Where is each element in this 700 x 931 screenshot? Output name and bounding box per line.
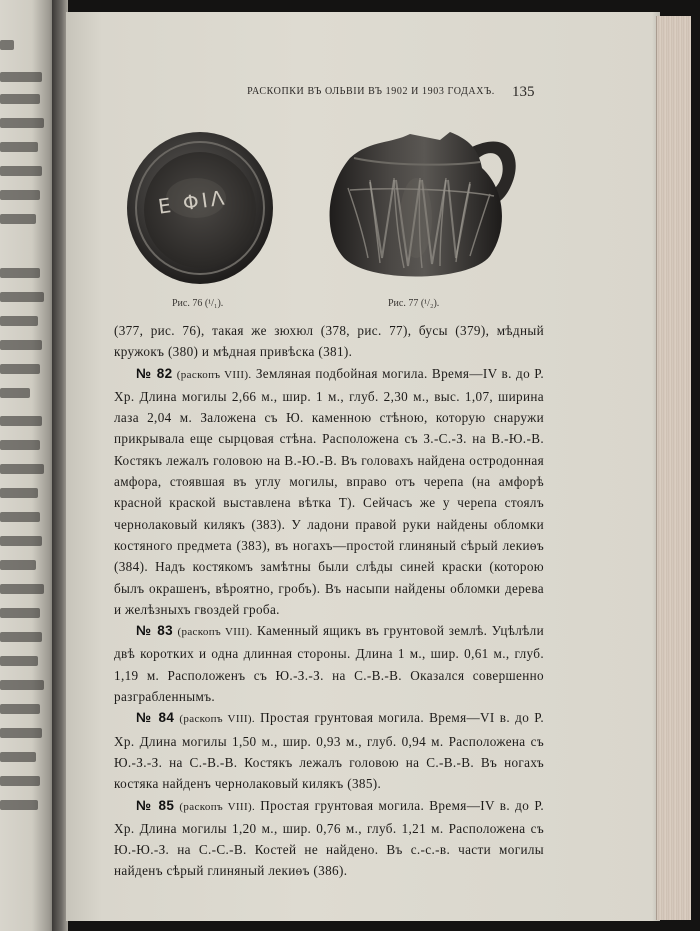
entry-text: Простая грунтовая могила. Время—VI в. до Р. Хр. Длина могилы 1,50 м., шир. 0,93 м., глуб. 0,94 м. Расположена съ Ю.-З.-З. на С.-В.-В. Костякъ лежалъ головою на С.-В.-В. Въ ногахъ костяка найденъ чернолаковый килякъ (385). [114, 710, 544, 792]
entry-text: Простая грунтовая могила. Время—IV в. до Р. Хр. Длина могилы 1,20 м., шир. 0,76 м., глуб. 1,21 м. Расположена съ Ю.-Ю.-З. на С.-С.-В. Костей не найдено. Въ с.-с.-в. части могилы найденъ сѣрый глиняный лекиѳъ (386). [114, 797, 544, 879]
entry-text: Земляная подбойная могила. Время—IV в. до Р. Хр. Длина могилы 2,66 м., шир. 1 м., глуб. 2,30 м., выс. 1,07, ширина лаза 2,04 м. Заложена съ Ю. каменною стѣною, которую снаружи прикрывала еще сырцовая стѣна. Расположена съ З.-С.-З. на В.-Ю.-В. Костякъ лежалъ головою на В.-Ю.-В. Въ головахъ найдена остродонная амфора, стоявшая въ углу могилы, вправо отъ черепа (на амфорѣ красной краской выставлена вѣтка Т). Сейчасъ же у черепа стоялъ чернолаковый килякъ (383). У ладони правой руки найдены обломки костяного предмета (383), въ ногахъ—простой глиняный сѣрый лекиѳъ (384). Надъ костякомъ замѣтны были слѣды синей краски (которою былъ окрашенъ, вѣроятно, гробъ). Въ насыпи найдены обломки дерева и желѣзныхъ гвоздей гроба. [114, 365, 544, 617]
entry-82 [114, 363, 544, 621]
previous-page-edge [0, 0, 58, 931]
entry-text: Каменный ящикъ въ грунтовой землѣ. Уцѣлѣли двѣ коротких и одна длинная стороны. Длина 1 м., шир. 0,61 м., глуб. 1,19 м. Расположенъ съ Ю.-З.-З. на С.-В.-В. Оказался совершенно разграбленнымъ. [114, 623, 545, 705]
figure-77-jug [310, 118, 526, 288]
entry-number: № 83 [136, 623, 173, 639]
entry-locus: (раскопъ VIII). [177, 626, 253, 639]
intro-paragraph: (377, рис. 76), такая же зюхюл (378, рис. 77), бусы (379), мѣдный кружокъ (380) и мѣдная привѣска (381). [114, 323, 544, 360]
page-number: 135 [512, 84, 535, 100]
figure-76-caption: Рис. 76 (¹/₁). [172, 298, 224, 309]
figure-76-plate [124, 128, 274, 288]
entry-84 [114, 707, 544, 794]
jug-image [310, 118, 526, 288]
entry-number: № 85 [136, 797, 175, 813]
plate-inscription: Ε ΦΙΛ [156, 185, 229, 219]
entry-locus: (раскопъ VIII). [179, 800, 256, 813]
entry-locus: (раскопъ VIII). [179, 713, 255, 726]
running-header: РАСКОПКИ ВЪ ОЛЬВІИ ВЪ 1902 И 1903 ГОДАХЪ. [247, 86, 495, 97]
body-text [114, 320, 544, 882]
entry-locus: (раскопъ VIII). [176, 368, 252, 381]
figure-77-caption: Рис. 77 (¹/₂). [388, 298, 440, 309]
book-page-stack-edge [656, 16, 691, 920]
entry-83 [114, 620, 544, 707]
entry-85 [114, 795, 544, 882]
entry-number: № 84 [136, 710, 175, 726]
entry-number: № 82 [136, 365, 173, 381]
